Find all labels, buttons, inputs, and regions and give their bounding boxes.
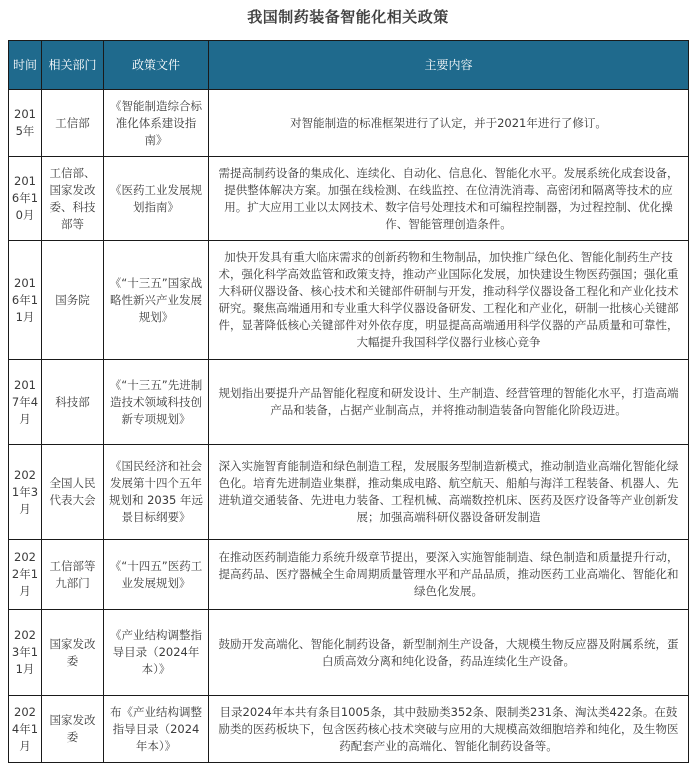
- cell-time: 2022年1月: [9, 540, 42, 610]
- cell-content: 对智能制造的标准框架进行了认定，并于2021年进行了修订。: [209, 90, 689, 157]
- table-row: [9, 90, 689, 157]
- cell-content: 鼓励开发高端化、智能化制药设备，新型制剂生产设备，大规模生物反应器及附属系统，蛋白质高效分离和纯化设备，药品连续化生产设备。: [209, 610, 689, 696]
- cell-document: 《产业结构调整指导目录（2024年本）》: [104, 610, 209, 696]
- cell-department: 科技部: [42, 360, 104, 445]
- policy-table: [8, 40, 689, 763]
- cell-time: 2016年10月: [9, 157, 42, 241]
- cell-department: 国家发改委: [42, 610, 104, 696]
- cell-document: 《“十四五”医药工业发展规划》: [104, 540, 209, 610]
- table-row: [9, 445, 689, 540]
- table-row: [9, 696, 689, 763]
- header-time: 时间: [9, 41, 42, 90]
- table-row: [9, 610, 689, 696]
- cell-document: 《“十三五”国家战略性新兴产业发展规划》: [104, 241, 209, 360]
- table-row: [9, 157, 689, 241]
- cell-document: 《“十三五”先进制造技术领域科技创新专项规划》: [104, 360, 209, 445]
- cell-content: 规划指出要提升产品智能化程度和研发设计、生产制造、经营管理的智能化水平，打造高端产品和装备，占据产业制高点，并将推动制造装备向智能化阶段迈进。: [209, 360, 689, 445]
- table-header-row: [9, 41, 689, 90]
- cell-department: 工信部: [42, 90, 104, 157]
- cell-content: 目录2024年本共有条目1005条，其中鼓励类352条、限制类231条、淘汰类422条。在鼓励类的医药板块下，包含医药核心技术突破与应用的大规模高效细胞培养和纯化，及生物医药配套产业的高端化、智能化制药设备等。: [209, 696, 689, 763]
- cell-time: 2017年4月: [9, 360, 42, 445]
- cell-time: 2021年3月: [9, 445, 42, 540]
- header-document: 政策文件: [104, 41, 209, 90]
- cell-department: 工信部、国家发改委、科技部等: [42, 157, 104, 241]
- header-content: 主要内容: [209, 41, 689, 90]
- cell-department: 国家发改委: [42, 696, 104, 763]
- table-row: [9, 241, 689, 360]
- table-row: [9, 360, 689, 445]
- cell-content: 加快开发具有重大临床需求的创新药物和生物制品，加快推广绿色化、智能化制药生产技术，强化科学高效监管和政策支持，推动产业国际化发展，加快建设生物医药强国；强化重大科研仪器设备、核心技术和关键部件研制与开发，推动科学仪器设备工程化和产业化技术研究。聚焦高端通用和专业重大科学仪器设备研发、工程化和产业化，研制一批核心关键部件，显著降低核心关键部件对外依存度，明显提高高端通用科学仪器的产品质量和可靠性，大幅提升我国科学仪器行业核心竞争: [209, 241, 689, 360]
- cell-time: 2023年11月: [9, 610, 42, 696]
- cell-department: 全国人民代表大会: [42, 445, 104, 540]
- header-department: 相关部门: [42, 41, 104, 90]
- cell-content: 需提高制药设备的集成化、连续化、自动化、信息化、智能化水平。发展系统化成套设备，提供整体解决方案。加强在线检测、在线监控、在位清洗消毒、高密闭和隔离等技术的应用。扩大应用工业以太网技术、数字信号处理技术和可编程控制器，为过程控制、优化操作、智能管理创造条件。: [209, 157, 689, 241]
- cell-document: 《智能制造综合标准化体系建设指南》: [104, 90, 209, 157]
- cell-document: 《国民经济和社会发展第十四个五年规划和 2035 年远景目标纲要》: [104, 445, 209, 540]
- cell-content: 深入实施智育能制造和绿色制造工程，发展服务型制造新模式，推动制造业高端化智能化绿色化。培育先进制造业集群，推动集成电路、航空航天、船舶与海洋工程装备、机器人、先进轨道交通装备、先进电力装备、工程机械、高端数控机床、医药及医疗设备等产业创新发展；加强高端科研仪器设备研发制造: [209, 445, 689, 540]
- table-row: [9, 540, 689, 610]
- cell-time: 2016年11月: [9, 241, 42, 360]
- page-title: 我国制药装备智能化相关政策: [247, 8, 449, 26]
- cell-department: 国务院: [42, 241, 104, 360]
- cell-department: 工信部等九部门: [42, 540, 104, 610]
- cell-time: 2015年: [9, 90, 42, 157]
- cell-document: 《医药工业发展规划指南》: [104, 157, 209, 241]
- cell-time: 2024年1月: [9, 696, 42, 763]
- cell-document: 布《产业结构调整指导目录（2024年本）》: [104, 696, 209, 763]
- cell-content: 在推动医药制造能力系统升级章节提出，要深入实施智能制造、绿色制造和质量提升行动，提高药品、医疗器械全生命周期质量管理水平和产品品质，推动医药工业高端化、智能化和绿色化发展。: [209, 540, 689, 610]
